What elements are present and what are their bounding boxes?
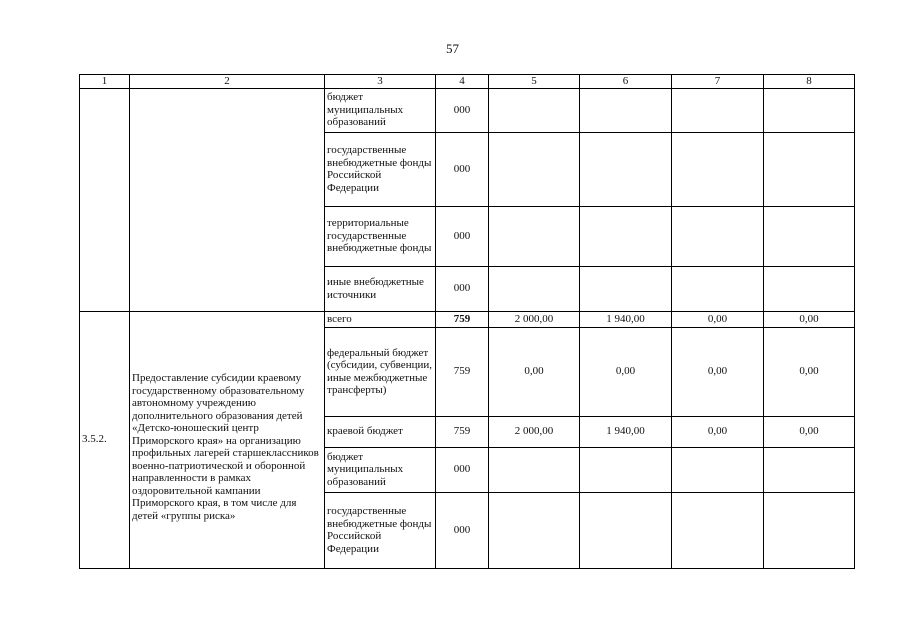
code-cell: 759 [436,311,489,327]
value-cell: 2 000,00 [489,416,580,447]
source-cell: краевой бюджет [325,416,436,447]
page-number: 57 [446,41,459,56]
value-cell: 0,00 [764,311,855,327]
source-cell: государственные внебюджетные фонды Российской Федерации [325,132,436,206]
value-cell [672,266,764,311]
value-cell: 1 940,00 [580,311,672,327]
value-cell [489,266,580,311]
value-cell [580,206,672,266]
value-cell [672,206,764,266]
header-cell: 1 [80,75,130,89]
index-cell [80,88,130,311]
table-row [80,88,855,132]
value-cell: 0,00 [672,416,764,447]
description-top-cell [130,311,325,327]
source-cell: бюджет муниципальных образований [325,447,436,492]
header-cell: 2 [130,75,325,89]
value-cell [672,492,764,568]
header-cell: 8 [764,75,855,89]
value-cell [764,132,855,206]
header-cell: 3 [325,75,436,89]
value-cell [489,447,580,492]
value-cell [764,492,855,568]
value-cell: 1 940,00 [580,416,672,447]
value-cell: 0,00 [672,327,764,416]
code-cell: 759 [436,416,489,447]
item-description: Предоставление субсидии краевому государственному образовательному автономному учреждению дополнительного образования детей «Детско-юношеский центр Приморского края» на организацию профильных лагерей старшеклассников военно-патриотической и оборонной направленности в рамках оздоровительной кампании Приморского края, в том числе для детей «группы риска» [130,327,325,568]
source-cell: иные внебюджетные источники [325,266,436,311]
source-cell: государственные внебюджетные фонды Российской Федерации [325,492,436,568]
value-cell [580,492,672,568]
value-cell: 0,00 [489,327,580,416]
code-cell: 000 [436,492,489,568]
header-cell: 5 [489,75,580,89]
value-cell [672,88,764,132]
value-cell [489,206,580,266]
value-cell [580,266,672,311]
source-cell: всего [325,311,436,327]
table-row [80,327,855,416]
budget-table [79,74,855,569]
code-cell: 000 [436,88,489,132]
header-cell: 4 [436,75,489,89]
value-cell [580,88,672,132]
table-row [80,311,855,327]
value-cell [672,447,764,492]
code-cell: 000 [436,266,489,311]
source-cell: территориальные государственные внебюджетные фонды [325,206,436,266]
value-cell [764,266,855,311]
header-cell: 6 [580,75,672,89]
code-cell: 000 [436,132,489,206]
source-cell: федеральный бюджет (субсидии, субвенции, иные межбюджетные трансферты) [325,327,436,416]
item-index: 3.5.2. [80,311,130,568]
code-cell: 000 [436,447,489,492]
value-cell: 0,00 [672,311,764,327]
value-cell: 0,00 [764,416,855,447]
header-cell: 7 [672,75,764,89]
value-cell [489,88,580,132]
value-cell [489,492,580,568]
description-cell [130,88,325,311]
value-cell [580,132,672,206]
value-cell [764,88,855,132]
code-cell: 000 [436,206,489,266]
value-cell: 0,00 [764,327,855,416]
value-cell [764,206,855,266]
value-cell [580,447,672,492]
header-row [80,75,855,89]
value-cell [489,132,580,206]
value-cell [672,132,764,206]
value-cell [764,447,855,492]
code-cell: 759 [436,327,489,416]
value-cell: 2 000,00 [489,311,580,327]
value-cell: 0,00 [580,327,672,416]
source-cell: бюджет муниципальных образований [325,88,436,132]
